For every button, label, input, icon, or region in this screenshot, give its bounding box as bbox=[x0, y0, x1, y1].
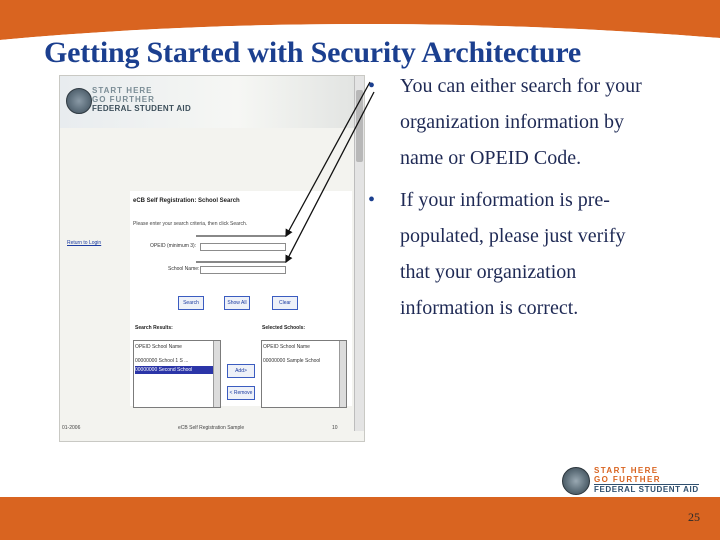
slide-title: Getting Started with Security Architecture bbox=[44, 36, 582, 69]
screenshot-footer-center: eCB Self Registration Sample bbox=[178, 425, 245, 431]
logo-line2: GO FURTHER bbox=[92, 95, 155, 104]
callout-arrow bbox=[286, 82, 370, 236]
show-all-button[interactable]: Show All bbox=[224, 296, 250, 310]
bullet-item bbox=[368, 68, 658, 176]
callout-arrow bbox=[286, 92, 374, 262]
school-name-label: School Name: bbox=[168, 266, 200, 272]
brand-line1: START HERE bbox=[594, 466, 659, 475]
bullet-list bbox=[368, 68, 658, 326]
screenshot-footer-right: 10 bbox=[332, 425, 338, 431]
clear-button[interactable]: Clear bbox=[272, 296, 298, 310]
bullet-dot-icon: • bbox=[368, 75, 376, 97]
opeid-label: OPEID (minimum 3): bbox=[150, 243, 197, 249]
bullet-text: If your information is pre-populated, please just verify that your organization information is correct. bbox=[400, 189, 626, 319]
bottom-orange-band bbox=[0, 497, 720, 540]
list-item[interactable]: 00000000 Sample School bbox=[263, 358, 321, 364]
remove-button[interactable]: < Remove bbox=[227, 386, 255, 400]
fsa-brand-logo bbox=[562, 464, 702, 498]
page-number: 25 bbox=[688, 510, 700, 524]
return-to-login-link[interactable]: Return to Login bbox=[67, 240, 102, 246]
brand-line3: FEDERAL STUDENT AID bbox=[594, 485, 699, 494]
fsa-seal-icon bbox=[562, 467, 590, 495]
selected-schools-title: Selected Schools: bbox=[262, 325, 306, 331]
list-item: OPEID School Name bbox=[263, 344, 310, 350]
brand-line2: GO FURTHER bbox=[594, 475, 661, 484]
logo-line3: FEDERAL STUDENT AID bbox=[92, 104, 192, 113]
screenshot-footer-left: 01-2006 bbox=[62, 425, 81, 431]
search-results-title: Search Results: bbox=[135, 325, 173, 331]
form-title: eCB Self Registration: School Search bbox=[133, 198, 240, 204]
bullet-text: You can either search for your organization information by name or OPEID Code. bbox=[400, 75, 642, 169]
brand-text bbox=[594, 466, 699, 494]
add-button[interactable]: Add> bbox=[227, 364, 255, 378]
logo-line1: START HERE bbox=[92, 86, 153, 95]
bullet-dot-icon: • bbox=[368, 189, 376, 211]
search-button[interactable]: Search bbox=[178, 296, 204, 310]
form-instructions: Please enter your search criteria, then click Search. bbox=[133, 221, 248, 227]
list-item: OPEID School Name bbox=[135, 344, 182, 350]
bullet-item bbox=[368, 182, 658, 326]
list-item[interactable]: 00000000 School 1 S ... bbox=[135, 358, 189, 364]
list-item[interactable]: 00000000 Second School bbox=[135, 366, 213, 374]
